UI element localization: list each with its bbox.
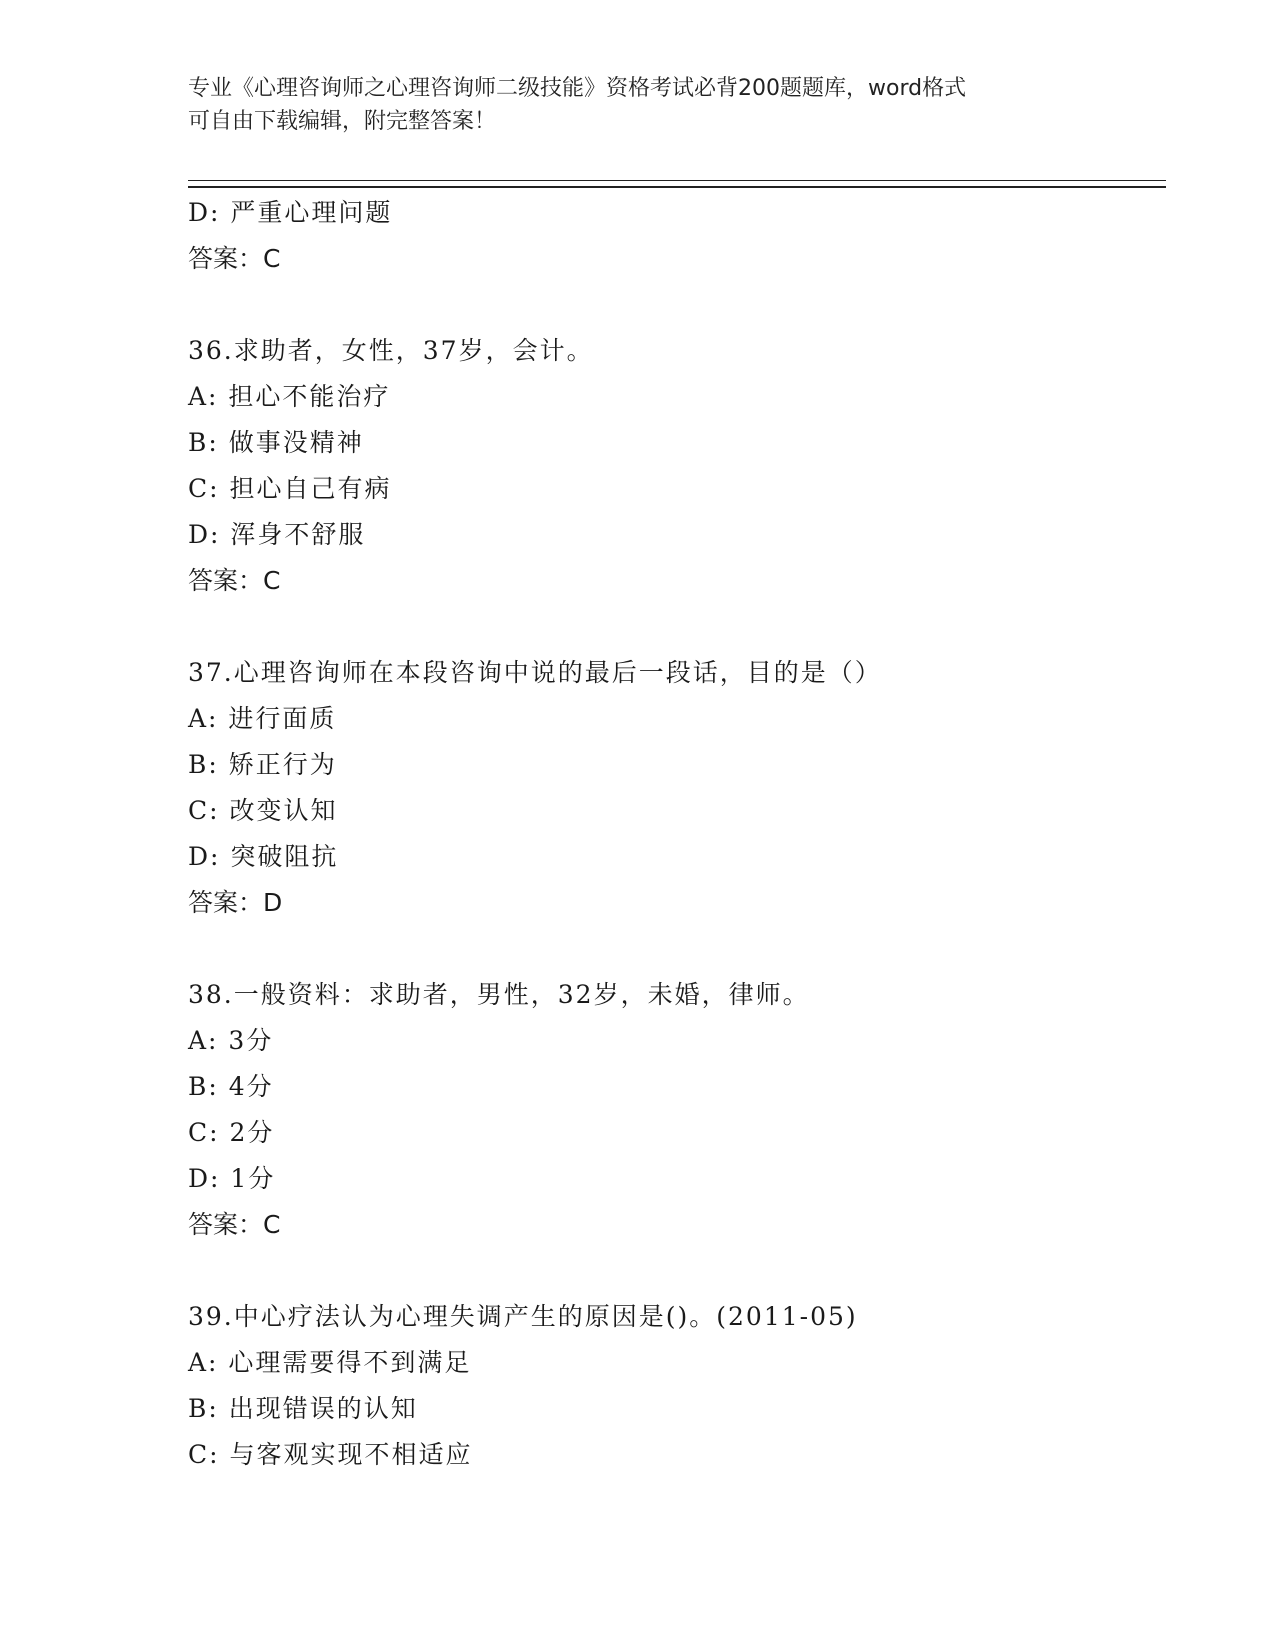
question-stem: 37.心理咨询师在本段咨询中说的最后一段话，目的是（）: [188, 658, 882, 687]
header-line-1: 专业《心理咨询师之心理咨询师二级技能》资格考试必背200题题库，word格式: [188, 76, 967, 101]
option-d: D: 1分: [188, 1164, 276, 1193]
question-37: [188, 650, 1148, 926]
answer-line: 答案：C: [188, 1210, 281, 1239]
option-a: A: 心理需要得不到满足: [188, 1348, 472, 1377]
question-stem: 38.一般资料：求助者，男性，32岁，未婚，律师。: [188, 980, 810, 1009]
option-c: C: 与客观实现不相适应: [188, 1440, 473, 1469]
header-divider-top: [188, 180, 1166, 181]
question-list: [188, 190, 1148, 1478]
question-38: [188, 972, 1148, 1248]
answer-line: 答案：C: [188, 566, 281, 595]
option-b: B: 4分: [188, 1072, 274, 1101]
option-b: B: 出现错误的认知: [188, 1394, 418, 1423]
question-39: [188, 1294, 1148, 1478]
header-line-2: 可自由下载编辑，附完整答案！: [188, 109, 497, 134]
option-a: A: 担心不能治疗: [188, 382, 391, 411]
option-b: B: 矫正行为: [188, 750, 337, 779]
answer-line: 答案：C: [188, 244, 281, 273]
option-c: C: 2分: [188, 1118, 275, 1147]
option-d: D: 浑身不舒服: [188, 520, 366, 549]
option-a: A: 3分: [188, 1026, 274, 1055]
option-c: C: 担心自己有病: [188, 474, 392, 503]
option-a: A: 进行面质: [188, 704, 337, 733]
option-d: D: 严重心理问题: [188, 198, 393, 227]
carryover-block: [188, 190, 1148, 282]
header-divider-bottom: [188, 186, 1166, 188]
document-header: [188, 72, 1088, 138]
question-stem: 36.求助者，女性，37岁，会计。: [188, 336, 594, 365]
option-b: B: 做事没精神: [188, 428, 364, 457]
option-d: D: 突破阻抗: [188, 842, 339, 871]
option-c: C: 改变认知: [188, 796, 338, 825]
question-stem: 39.中心疗法认为心理失调产生的原因是()。(2011-05): [188, 1302, 858, 1331]
answer-line: 答案：D: [188, 888, 283, 917]
question-36: [188, 328, 1148, 604]
